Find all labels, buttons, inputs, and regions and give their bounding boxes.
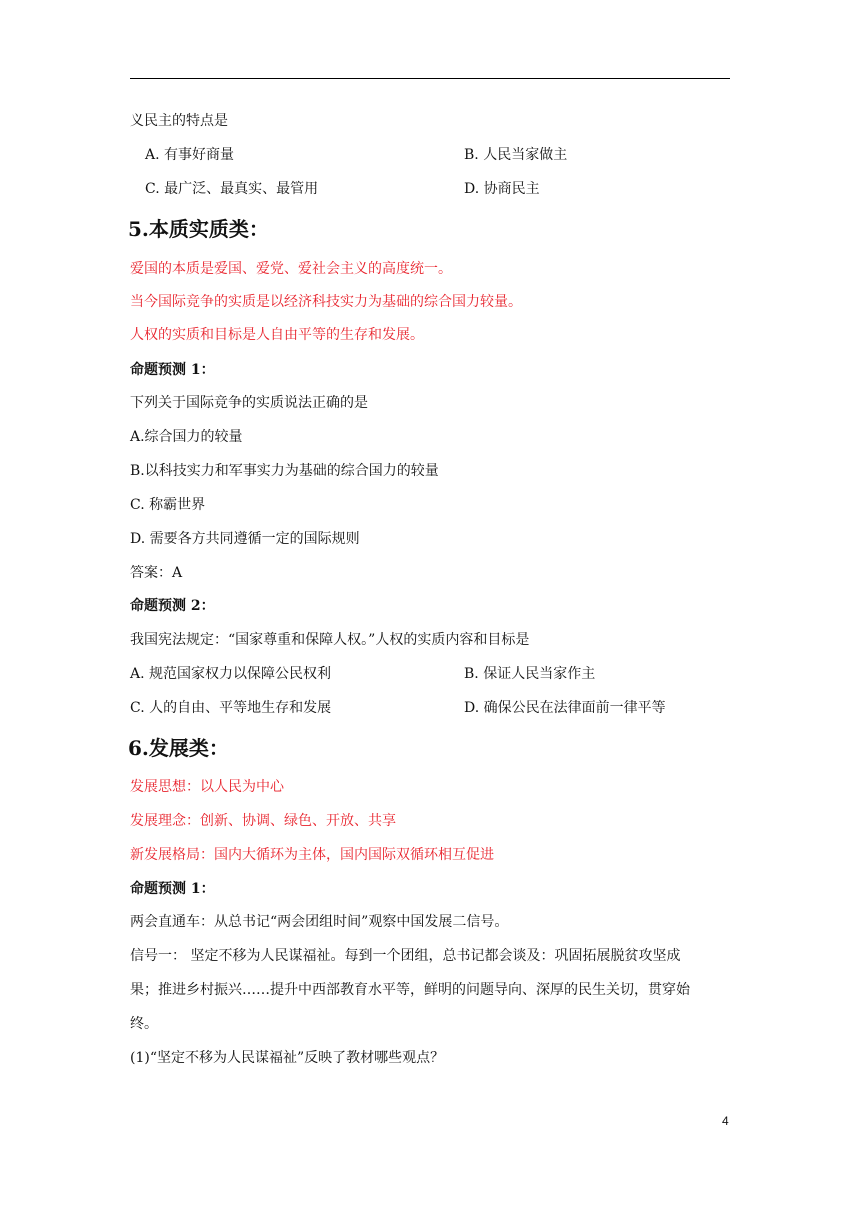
answer: 答案：A [130, 565, 183, 581]
option-b: B. 保证人民当家作主 [464, 666, 596, 682]
option-d: D. 协商民主 [464, 181, 540, 197]
section-heading-5: 5.本质实质类： [128, 217, 269, 241]
material-line: 果；推进乡村振兴……提升中西部教育水平等，鲜明的问题导向、深厚的民生关切，贯穿始 [130, 982, 690, 998]
key-point: 发展理念：创新、协调、绿色、开放、共享 [130, 813, 396, 829]
key-point: 当今国际竞争的实质是以经济科技实力为基础的综合国力较量。 [130, 294, 522, 310]
option-c: C. 称霸世界 [130, 497, 206, 513]
option-c: C. 人的自由、平等地生存和发展 [130, 700, 332, 716]
question-stem-continuation: 义民主的特点是 [130, 113, 228, 129]
material-line: 两会直通车：从总书记“两会团组时间”观察中国发展二信号。 [130, 914, 509, 930]
material-line: 终。 [130, 1016, 158, 1032]
question-label: 命题预测 2： [130, 598, 215, 614]
question-label: 命题预测 1： [130, 362, 215, 378]
key-point: 爱国的本质是爱国、爱党、爱社会主义的高度统一。 [130, 261, 452, 277]
option-d: D. 确保公民在法律面前一律平等 [464, 700, 666, 716]
sub-question: (1)“坚定不移为人民谋福祉”反映了教材哪些观点？ [130, 1050, 445, 1066]
option-a: A. 有事好商量 [145, 147, 235, 163]
option-c: C. 最广泛、最真实、最管用 [145, 181, 319, 197]
key-point: 新发展格局：国内大循环为主体，国内国际双循环相互促进 [130, 847, 494, 863]
option-a: A.综合国力的较量 [130, 429, 243, 445]
header-rule [130, 78, 730, 79]
question-stem: 下列关于国际竞争的实质说法正确的是 [130, 395, 368, 411]
option-b: B. 人民当家做主 [464, 147, 568, 163]
key-point: 发展思想：以人民为中心 [130, 779, 284, 795]
option-a: A. 规范国家权力以保障公民权利 [130, 666, 332, 682]
option-b: B.以科技实力和军事实力为基础的综合国力的较量 [130, 463, 439, 479]
section-heading-6: 6.发展类： [128, 736, 229, 760]
page-number: 4 [722, 1114, 729, 1128]
question-stem: 我国宪法规定：“国家尊重和保障人权。”人权的实质内容和目标是 [130, 632, 530, 648]
material-line: 信号一： 坚定不移为人民谋福祉。每到一个团组，总书记都会谈及：巩固拓展脱贫攻坚成 [130, 948, 681, 964]
question-label: 命题预测 1： [130, 881, 215, 897]
key-point: 人权的实质和目标是人自由平等的生存和发展。 [130, 327, 424, 343]
option-d: D. 需要各方共同遵循一定的国际规则 [130, 531, 360, 547]
